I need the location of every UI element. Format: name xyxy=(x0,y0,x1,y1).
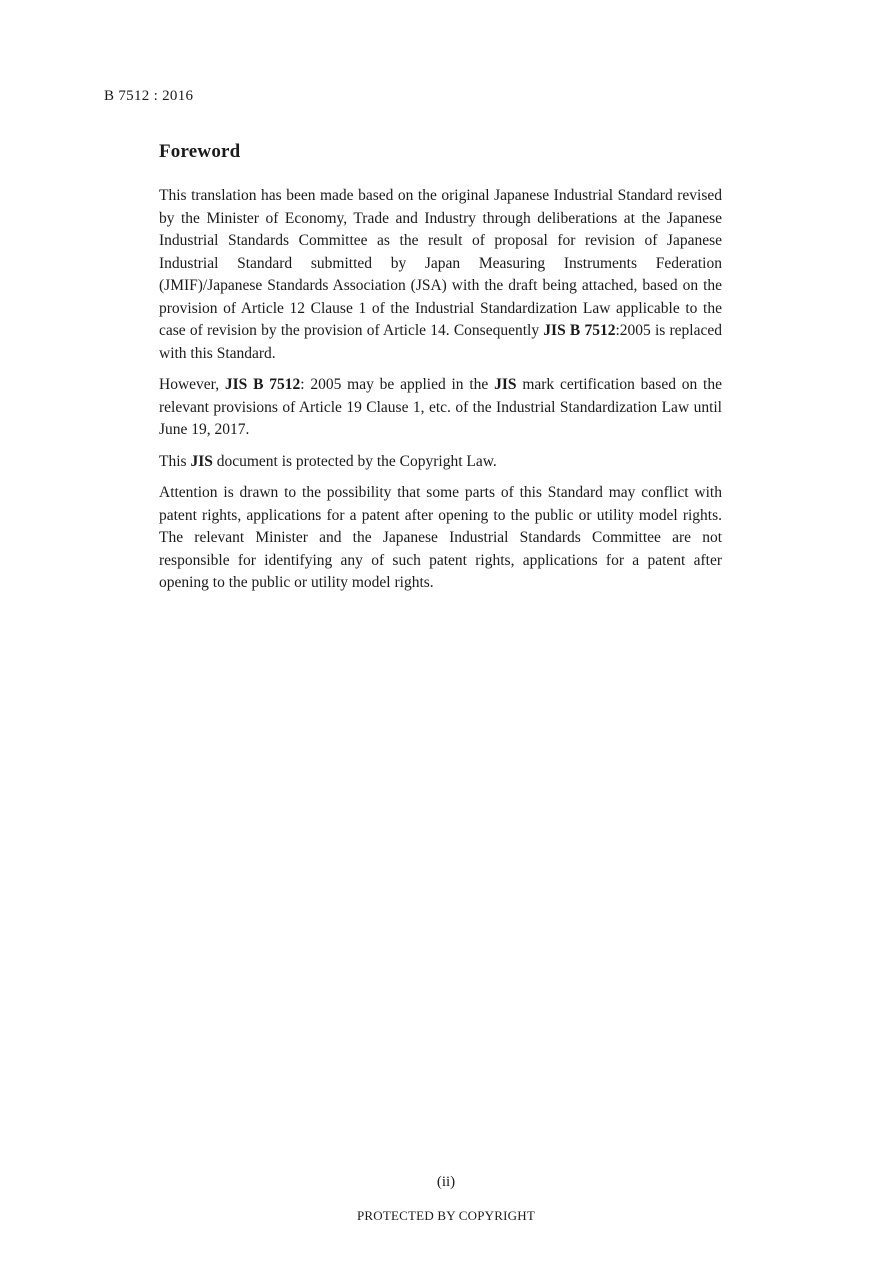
paragraph-text: document is protected by the Copyright Law. xyxy=(212,452,497,470)
page-number: (ii) xyxy=(436,1174,456,1190)
foreword-paragraph-1 xyxy=(159,185,722,365)
standard-reference: JIS B 7512 xyxy=(224,376,301,393)
foreword-paragraph-2 xyxy=(159,374,722,442)
paragraph-text: However, xyxy=(159,376,225,393)
foreword-section xyxy=(159,141,722,604)
paragraph-text: This translation has been made based on the original Japanese Industrial Standard revised by the Minister of Economy, Trade and Industry through deliberations at the Japanese Industrial Standards Committee as the result of proposal for revision of Japanese Industrial Standard submitted by Japan Measuring Instruments Federation (JMIF)/Japanese Standards Association (JSA) with the draft being attached, based on the provision of Article 12 Clause 1 of the Industrial Standardization Law applicable to the case of revision by the provision of Article 14. Consequently xyxy=(159,187,722,339)
paragraph-text: : 2005 may be applied in the xyxy=(300,376,495,393)
foreword-title: Foreword xyxy=(159,141,241,162)
paragraph-text: mark certification based on the relevant provisions of Article 19 Clause 1, etc. of the Industrial Standardization Law until June 19, 2017. xyxy=(159,376,722,438)
foreword-paragraph-3 xyxy=(159,451,722,474)
copyright-footer: PROTECTED BY COPYRIGHT xyxy=(357,1208,535,1223)
standard-reference: JIS B 7512 xyxy=(543,322,616,339)
jis-reference: JIS xyxy=(190,452,213,470)
paragraph-text: :2005 is replaced with this Standard. xyxy=(159,322,722,362)
foreword-paragraph-4: Attention is drawn to the possibility that some parts of this Standard may conflict with patent rights, applications for a patent after opening to the public or utility model rights. The relevant Minister and the Japanese Industrial Standards Committee are not responsible for identifying any of such patent rights, applications for a patent after opening to the public or utility model rights. xyxy=(159,484,722,591)
document-number: B 7512 : 2016 xyxy=(104,88,194,104)
jis-reference: JIS xyxy=(494,376,517,393)
paragraph-text: This xyxy=(159,452,191,470)
